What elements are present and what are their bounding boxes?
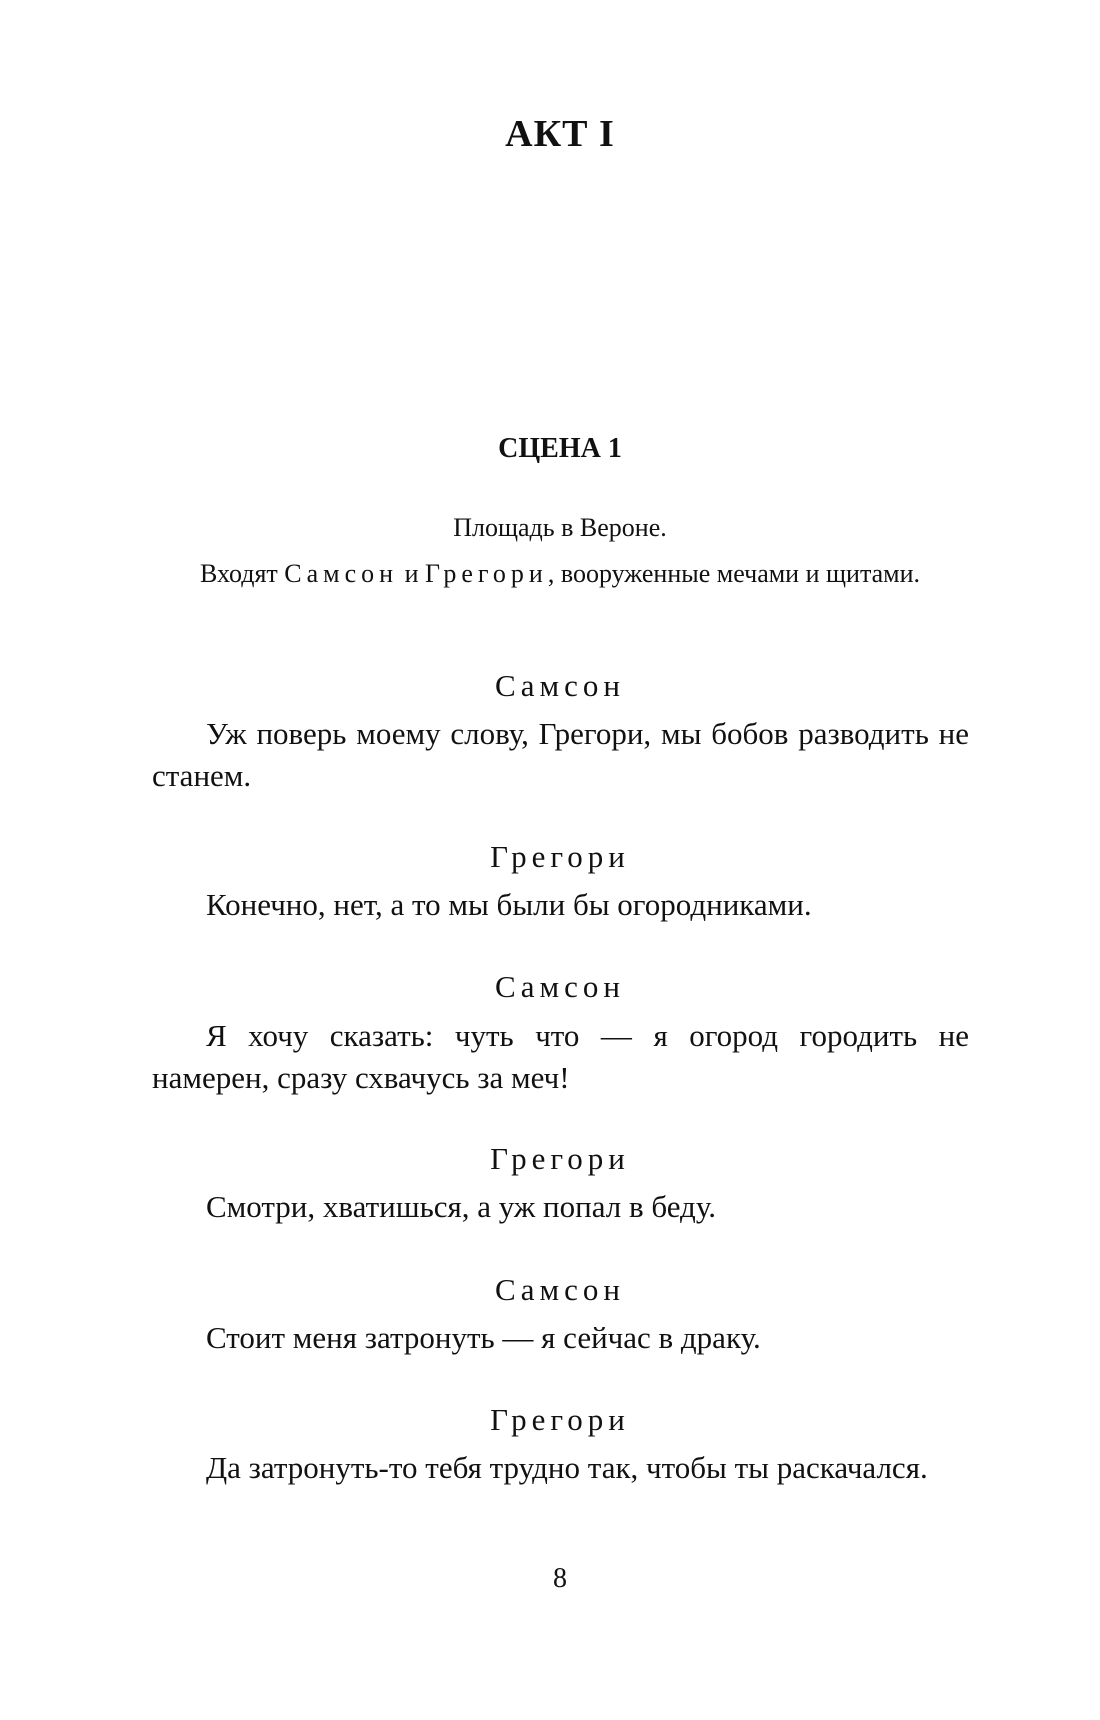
page-number: 8: [553, 1563, 567, 1594]
entrance-suffix: , вооруженные мечами и щитами.: [547, 559, 921, 588]
speech-line: Смотри, хватишься, а уж попал в беду.: [206, 1189, 716, 1224]
character-name-samson: Самсон: [284, 559, 399, 588]
speaker-name: Самсон: [495, 668, 625, 703]
entrance-prefix: Входят: [199, 559, 285, 588]
speech-line: Уж поверь моему слову, Грегори, мы бобов разводить не станем.: [152, 716, 969, 793]
speaker-name: Грегори: [490, 839, 630, 874]
stage-direction-entrance: [170, 558, 950, 590]
speaker-name: Грегори: [490, 1402, 630, 1437]
speaker-name: Самсон: [495, 1272, 625, 1307]
entrance-conjunction: и: [398, 559, 425, 588]
scene-title: СЦЕНА 1: [498, 433, 622, 464]
stage-direction-place: Площадь в Вероне.: [453, 513, 667, 542]
speech-line: Да затронуть-то тебя трудно так, чтобы ты раскачался.: [206, 1450, 928, 1485]
speech-line: Конечно, нет, а то мы были бы огородниками.: [206, 887, 812, 922]
speech-line: Я хочу сказать: чуть что — я огород городить не намерен, сразу схвачусь за меч!: [152, 1018, 969, 1095]
character-name-gregory: Грегори: [424, 559, 548, 588]
speaker-name: Самсон: [495, 969, 625, 1004]
act-title: АКТ I: [505, 113, 615, 155]
speech-line: Стоит меня затронуть — я сейчас в драку.: [206, 1320, 761, 1355]
speaker-name: Грегори: [490, 1141, 630, 1176]
